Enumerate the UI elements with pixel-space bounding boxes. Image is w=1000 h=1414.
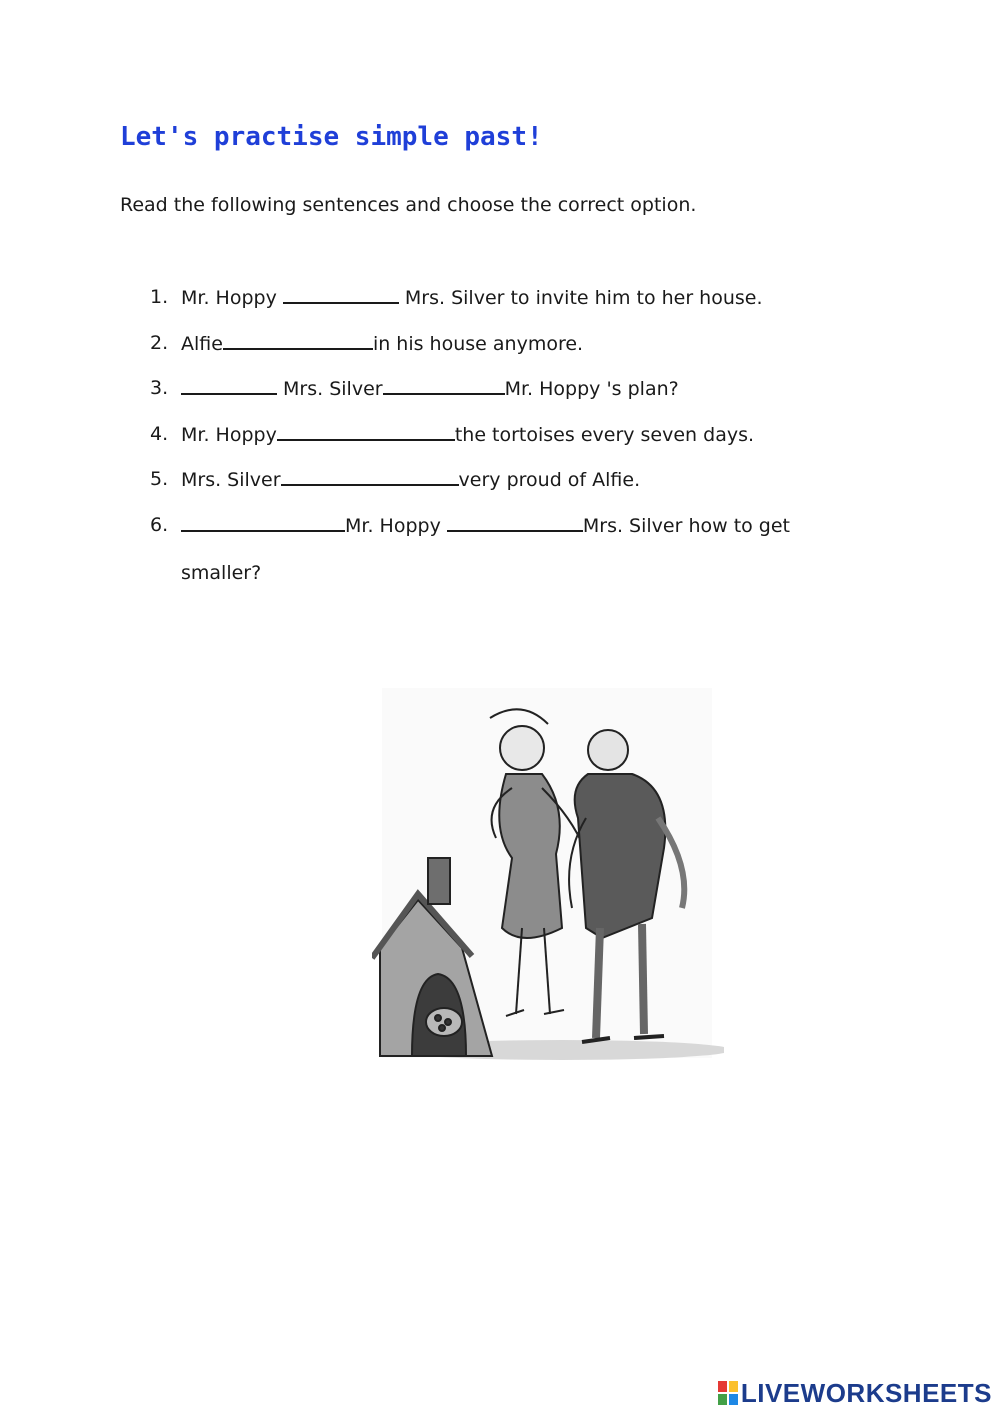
question-text: Mrs. Silver — [277, 378, 383, 400]
question-2 — [150, 328, 850, 374]
question-text: the tortoises every seven days. — [454, 423, 755, 446]
question-text: Mr. Hoppy — [181, 287, 283, 309]
question-number: 6. — [150, 513, 169, 536]
question-1 — [150, 282, 850, 328]
question-text: Mr. Hoppy 's plan? — [504, 378, 679, 400]
question-number: 1. — [150, 286, 169, 308]
question-text-continued: smaller? — [181, 561, 262, 584]
answer-blank[interactable] — [383, 373, 505, 395]
answer-blank[interactable] — [447, 510, 583, 532]
answer-blank[interactable] — [181, 510, 345, 532]
instruction-text: Read the following sentences and choose the correct option. — [120, 194, 697, 216]
answer-blank[interactable] — [181, 373, 277, 395]
question-text: in his house anymore. — [372, 332, 584, 355]
question-4 — [150, 419, 850, 465]
question-number: 2. — [150, 331, 169, 354]
question-text: Alfie — [181, 332, 223, 355]
answer-blank[interactable] — [281, 464, 459, 486]
story-illustration — [372, 678, 724, 1066]
worksheet-title: Let's practise simple past! — [120, 122, 543, 152]
question-number: 4. — [150, 422, 169, 445]
question-list — [150, 282, 850, 605]
brand-text: LIVEWORKSHEETS — [740, 1377, 992, 1408]
liveworksheets-logo-icon — [717, 1380, 739, 1406]
question-number: 5. — [150, 468, 169, 490]
question-text: Mrs. Silver to invite him to her house. — [398, 287, 763, 309]
liveworksheets-logo — [717, 1378, 992, 1408]
question-text: Mr. Hoppy — [345, 514, 447, 537]
question-3 — [150, 373, 850, 419]
question-text: Mrs. Silver — [181, 469, 281, 491]
question-text: very proud of Alfie. — [458, 469, 641, 491]
question-text: Mrs. Silver how to get — [582, 514, 791, 537]
answer-blank[interactable] — [277, 419, 455, 441]
question-number: 3. — [150, 377, 169, 399]
question-5 — [150, 464, 850, 510]
question-text: Mr. Hoppy — [181, 423, 277, 446]
answer-blank[interactable] — [223, 328, 373, 350]
question-6 — [150, 510, 850, 605]
answer-blank[interactable] — [283, 282, 399, 304]
